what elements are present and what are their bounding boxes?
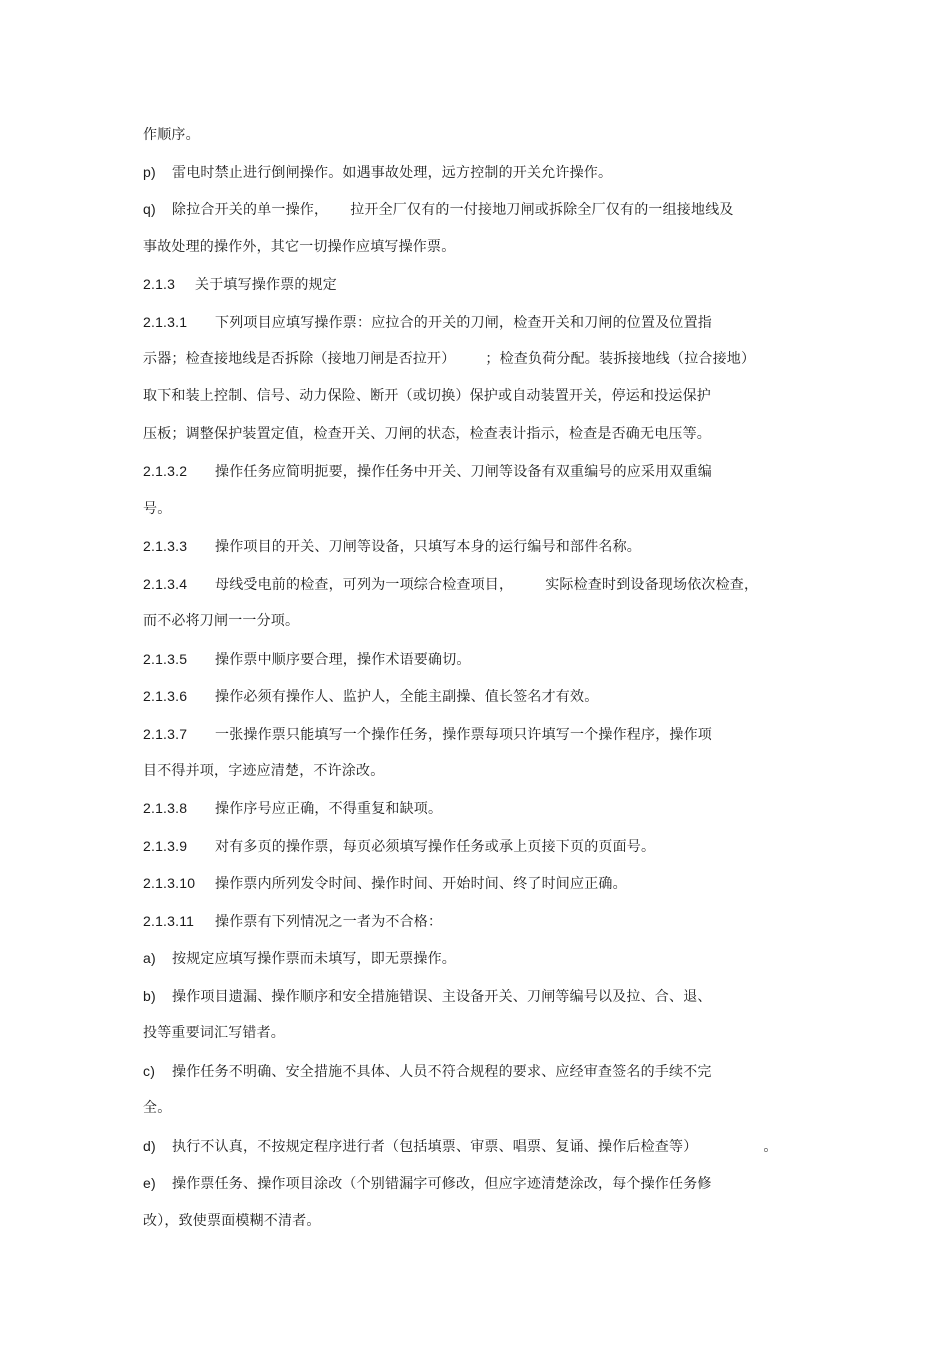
clause-number: 2.1.3.11 <box>143 913 195 929</box>
line-text: 号。 <box>143 501 172 517</box>
clause <box>143 537 641 556</box>
clause <box>143 462 712 481</box>
clause-text: 操作票中顺序要合理，操作术语要确切。 <box>215 652 471 668</box>
clause-text: 操作任务应简明扼要，操作任务中开关、刀闸等设备有双重编号的应采用双重编 <box>215 464 712 480</box>
line-text-continued: ；检查负荷分配。装拆接地线（拉合接地） <box>485 351 756 367</box>
list-item <box>143 1062 712 1081</box>
text-line <box>143 500 171 518</box>
line-text: 而不必将刀闸一一分项。 <box>143 613 300 629</box>
text-line <box>143 425 711 443</box>
section-number: 2.1.3 <box>143 276 176 292</box>
text-line <box>143 612 299 630</box>
clause-text: 一张操作票只能填写一个操作任务，操作票每项只许填写一个操作程序，操作项 <box>215 727 712 743</box>
clause-number: 2.1.3.3 <box>143 538 188 554</box>
line-text: 全。 <box>143 1100 172 1116</box>
item-label: a) <box>143 950 156 966</box>
clause <box>143 575 758 594</box>
item-text: 操作票任务、操作项目涂改（个别错漏字可修改，但应字迹清楚涂改，每个操作任务修 <box>172 1176 712 1192</box>
item-label: b) <box>143 988 156 1004</box>
clause <box>143 650 471 669</box>
item-label: p) <box>143 164 156 180</box>
clause-number: 2.1.3.4 <box>143 576 188 592</box>
line-text: 目不得并项，字迹应清楚，不许涂改。 <box>143 763 385 779</box>
clause-text: 操作项目的开关、刀闸等设备，只填写本身的运行编号和部件名称。 <box>215 539 641 555</box>
item-text: 雷电时禁止进行倒闸操作。如遇事故处理，远方控制的开关允许操作。 <box>172 165 613 181</box>
list-item <box>143 949 456 968</box>
clause <box>143 687 598 706</box>
section-heading <box>143 275 337 294</box>
clause <box>143 874 627 893</box>
clause-number: 2.1.3.5 <box>143 651 188 667</box>
clause-text: 操作序号应正确，不得重复和缺项。 <box>215 801 443 817</box>
clause <box>143 912 442 931</box>
section-title: 关于填写操作票的规定 <box>195 277 337 293</box>
item-text: 按规定应填写操作票而未填写，即无票操作。 <box>172 951 456 967</box>
line-text: 改），致使票面模糊不清者。 <box>143 1213 321 1229</box>
item-label: e) <box>143 1175 156 1191</box>
list-item <box>143 200 734 219</box>
clause-number: 2.1.3.2 <box>143 463 188 479</box>
item-text: 操作项目遗漏、操作顺序和安全措施错误、主设备开关、刀闸等编号以及拉、合、退、 <box>172 989 712 1005</box>
clause-text: 母线受电前的检查，可列为一项综合检查项目， <box>215 577 514 593</box>
text-line <box>143 762 384 780</box>
clause-number: 2.1.3.1 <box>143 314 188 330</box>
line-text: 压板；调整保护装置定值，检查开关、刀闸的状态，检查表计指示，检查是否确无电压等。 <box>143 426 711 442</box>
item-text: 除拉合开关的单一操作， <box>172 202 329 218</box>
item-text-continued: 。 <box>763 1139 778 1155</box>
text-line <box>143 1099 171 1117</box>
clause-number: 2.1.3.10 <box>143 875 196 891</box>
item-label: q) <box>143 201 156 217</box>
clause <box>143 837 655 856</box>
item-label: c) <box>143 1063 156 1079</box>
text-line <box>143 350 755 368</box>
line-text: 投等重要词汇写错者。 <box>143 1025 285 1041</box>
clause-text-continued: 实际检查时到设备现场依次检查， <box>545 577 759 593</box>
list-item <box>143 163 612 182</box>
clause-number: 2.1.3.7 <box>143 726 188 742</box>
line-text: 取下和装上控制、信号、动力保险、断开（或切换）保护或自动装置开关，停运和投运保护 <box>143 388 711 404</box>
line-text: 示器；检查接地线是否拆除（接地刀闸是否拉开） <box>143 351 456 367</box>
line-text: 事故处理的操作外，其它一切操作应填写操作票。 <box>143 239 456 255</box>
clause-number: 2.1.3.8 <box>143 800 188 816</box>
text-line <box>143 126 200 144</box>
text-line <box>143 387 711 405</box>
list-item <box>143 1137 778 1156</box>
item-label: d) <box>143 1138 156 1154</box>
clause-text: 操作必须有操作人、监护人，全能主副操、值长签名才有效。 <box>215 689 599 705</box>
clause-text: 对有多页的操作票，每页必须填写操作任务或承上页接下页的页面号。 <box>215 839 656 855</box>
line-text: 作顺序。 <box>143 127 200 143</box>
clause-text: 下列项目应填写操作票：应拉合的开关的刀闸，检查开关和刀闸的位置及位置指 <box>215 315 712 331</box>
clause <box>143 313 712 332</box>
text-line <box>143 1212 321 1230</box>
item-text: 执行不认真，不按规定程序进行者（包括填票、审票、唱票、复诵、操作后检查等） <box>172 1139 698 1155</box>
clause <box>143 799 442 818</box>
text-line <box>143 238 455 256</box>
clause-text: 操作票有下列情况之一者为不合格： <box>215 914 443 930</box>
text-line <box>143 1024 285 1042</box>
list-item <box>143 987 712 1006</box>
clause-text: 操作票内所列发令时间、操作时间、开始时间、终了时间应正确。 <box>215 876 627 892</box>
clause <box>143 725 712 744</box>
item-text: 操作任务不明确、安全措施不具体、人员不符合规程的要求、应经审查签名的手续不完 <box>172 1064 712 1080</box>
clause-number: 2.1.3.9 <box>143 838 188 854</box>
list-item <box>143 1174 712 1193</box>
clause-number: 2.1.3.6 <box>143 688 188 704</box>
item-text-continued: 拉开全厂仅有的一付接地刀闸或拆除全厂仅有的一组接地线及 <box>350 202 734 218</box>
